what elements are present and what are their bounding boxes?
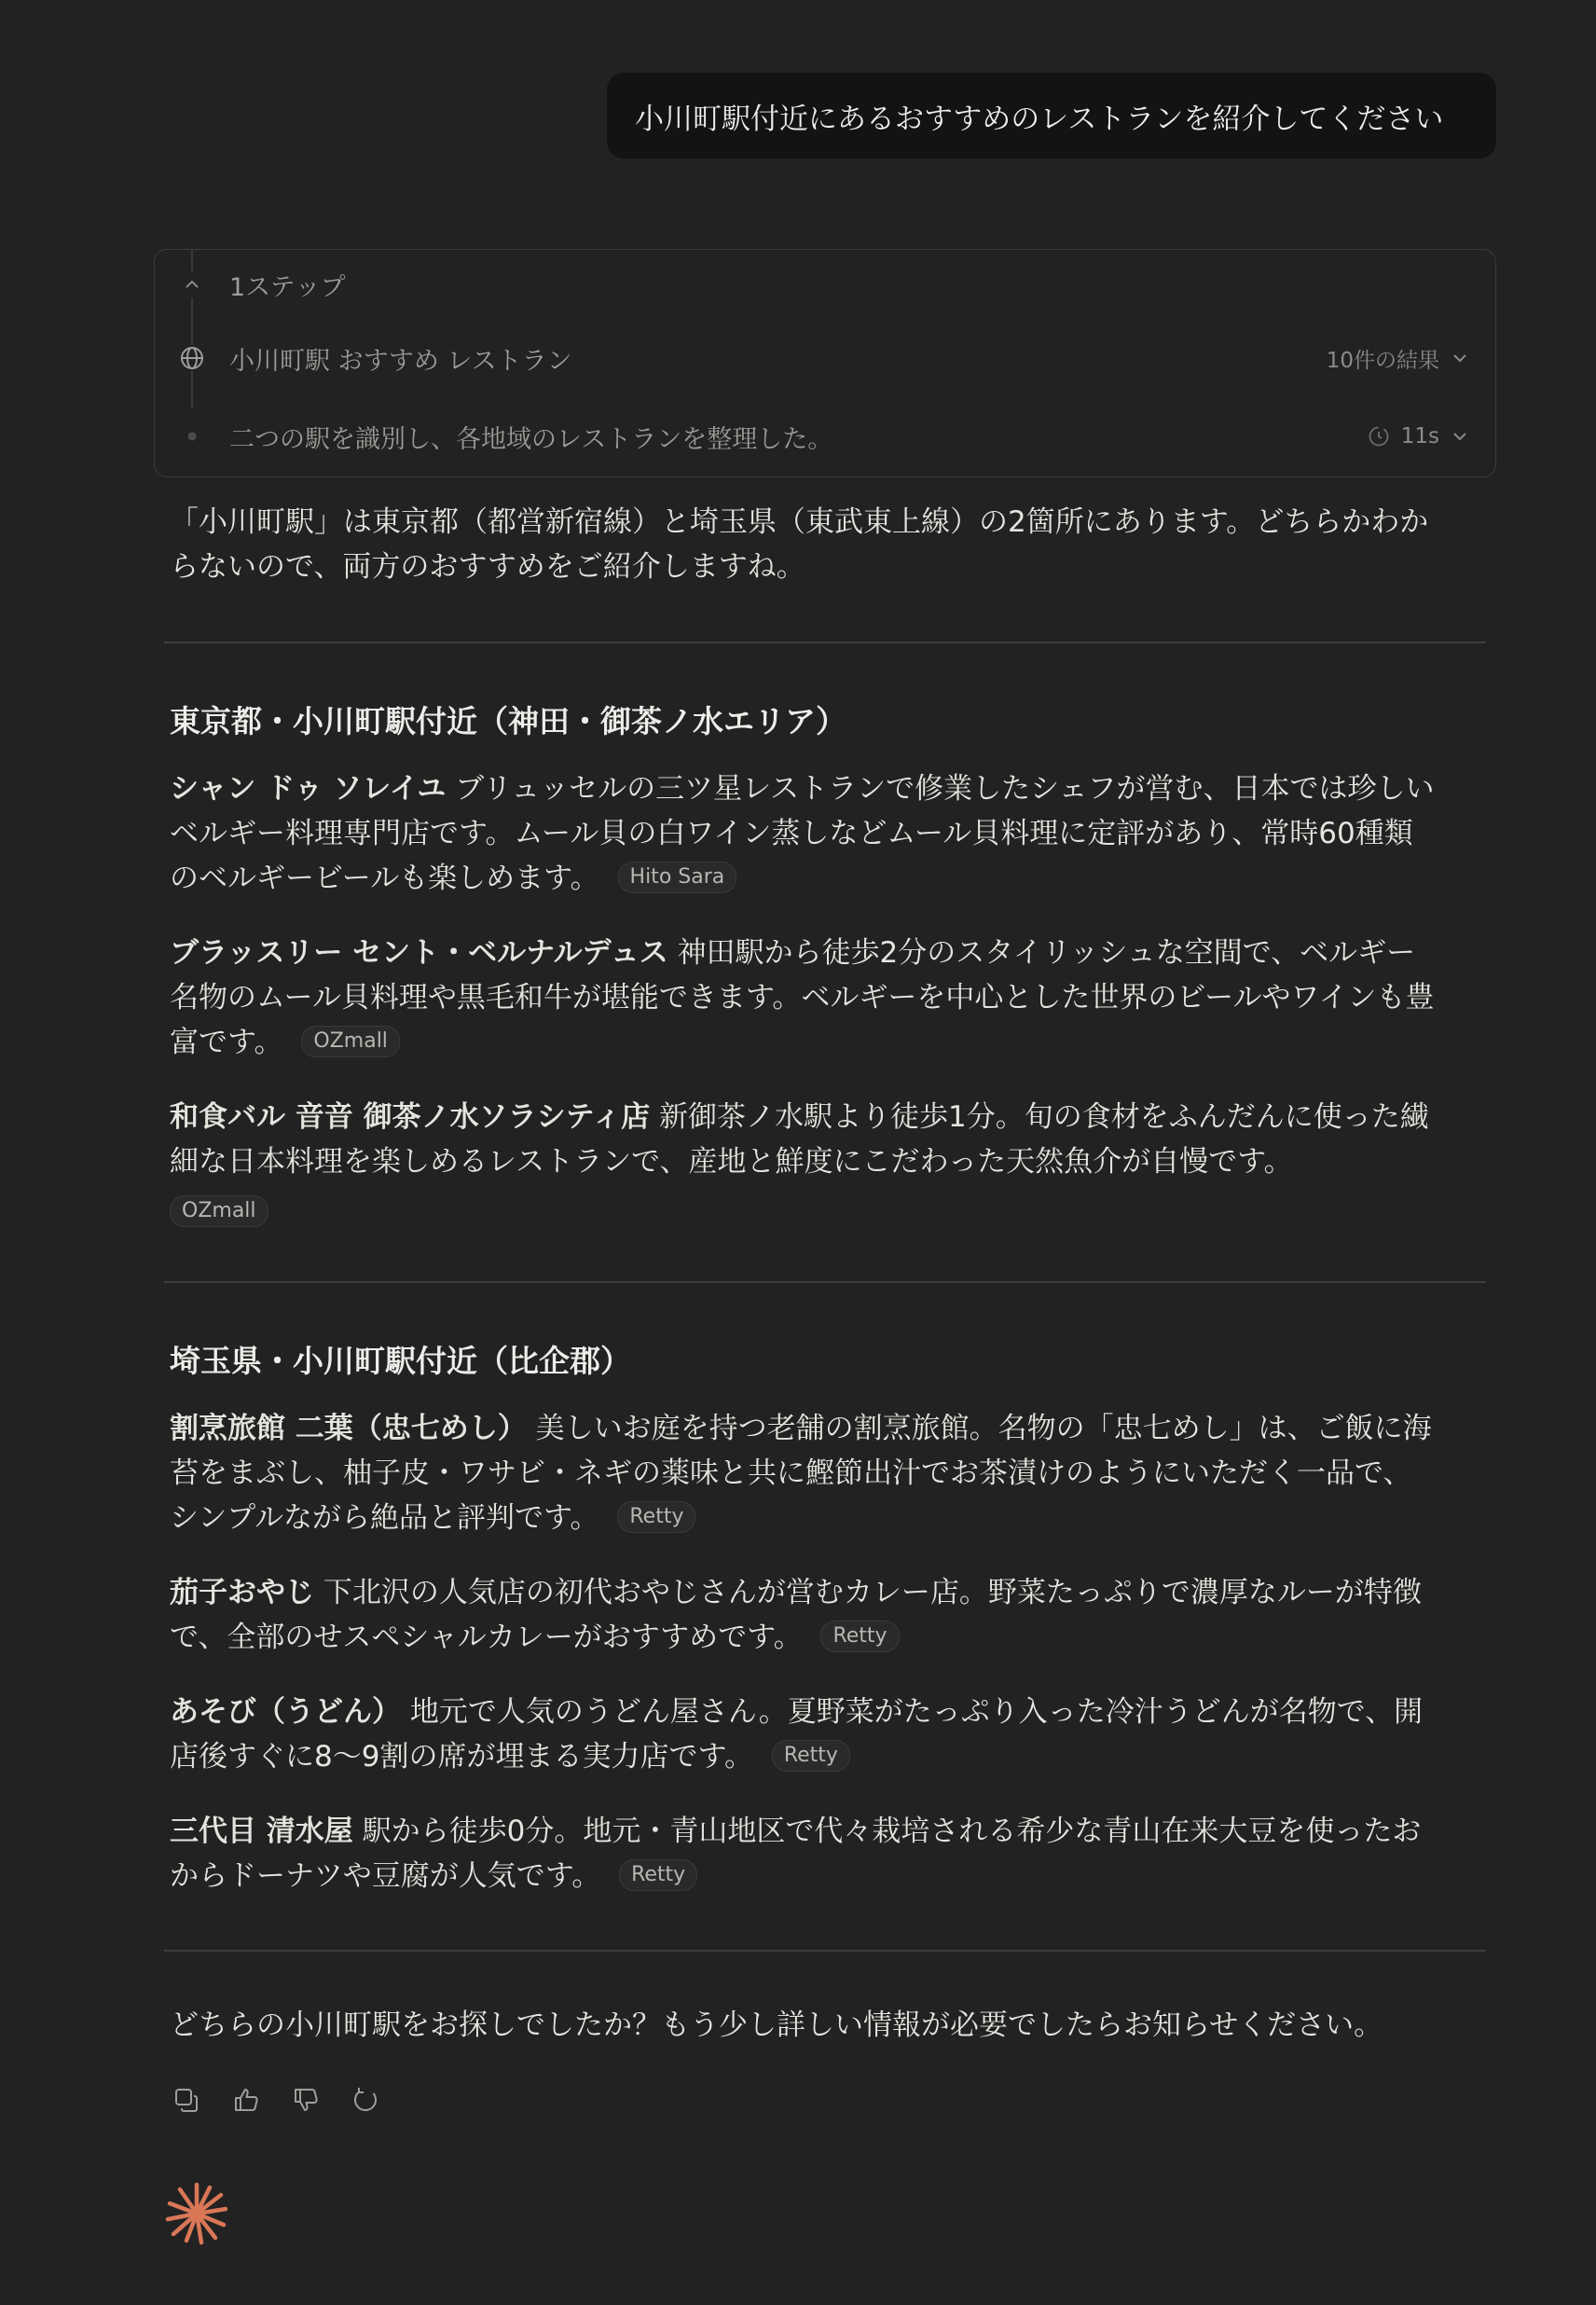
user-message-text: 小川町駅付近にあるおすすめのレストランを紹介してください <box>635 102 1444 136</box>
thinking-step[interactable] <box>155 418 1495 455</box>
thinking-duration: 11s <box>1400 424 1439 449</box>
restaurant-item <box>170 1570 1438 1660</box>
copy-button[interactable] <box>170 2083 203 2117</box>
thumbs-up-icon <box>231 2085 261 2115</box>
source-chip[interactable]: OZmall <box>301 1026 400 1057</box>
restaurant-item <box>170 1406 1438 1540</box>
user-message-bubble <box>607 73 1496 159</box>
retry-icon <box>351 2085 380 2115</box>
divider <box>164 1281 1486 1283</box>
restaurant-item <box>170 766 1438 901</box>
source-chip[interactable]: Retty <box>619 1859 697 1891</box>
section-heading-tokyo: 東京都・小川町駅付近（神田・御茶ノ水エリア） <box>170 703 846 739</box>
steps-panel <box>154 249 1496 477</box>
section-heading-saitama: 埼玉県・小川町駅付近（比企郡） <box>170 1343 631 1379</box>
restaurant-name: 割烹旅館 二葉（忠七めし） <box>170 1412 527 1445</box>
search-step[interactable] <box>155 339 1495 377</box>
divider <box>164 642 1486 643</box>
restaurant-name: 和食バル 音音 御茶ノ水ソラシティ店 <box>170 1100 651 1134</box>
restaurant-item <box>170 931 1438 1065</box>
restaurant-item <box>170 1690 1438 1779</box>
claude-spark-logo <box>164 2181 229 2246</box>
dot-icon <box>179 423 205 449</box>
thumbs-up-button[interactable] <box>229 2083 263 2117</box>
source-chip[interactable]: Retty <box>820 1621 899 1652</box>
thumbs-down-button[interactable] <box>289 2083 323 2117</box>
steps-header-label: 1ステップ <box>229 272 346 302</box>
retry-button[interactable] <box>349 2083 382 2117</box>
restaurant-description: 駅から徒歩0分。地元・青山地区で代々栽培される希少な青山在来大豆を使ったおからドーナツや豆腐が人気です。 <box>170 1815 1422 1893</box>
restaurant-description: 下北沢の人気店の初代おやじさんが営むカレー店。野菜たっぷりで濃厚なルーが特徴で、全部のせスペシャルカレーがおすすめです。 <box>170 1576 1422 1654</box>
chevron-up-icon[interactable] <box>179 271 205 297</box>
restaurant-item <box>170 1809 1438 1898</box>
restaurant-item <box>170 1095 1438 1235</box>
closing-paragraph: どちらの小川町駅をお探しでしたか？もう少し詳しい情報が必要でしたらお知らせください。 <box>170 2008 1383 2042</box>
source-chip[interactable]: Retty <box>617 1501 695 1533</box>
search-results-toggle[interactable] <box>1327 343 1469 374</box>
thumbs-down-icon <box>291 2085 321 2115</box>
chevron-down-icon <box>1451 427 1469 446</box>
intro-paragraph: 「小川町駅」は東京都（都営新宿線）と埼玉県（東武東上線）の2箇所にあります。どちらかわからないので、両方のおすすめをご紹介しますね。 <box>170 505 1429 584</box>
restaurant-description: 地元で人気のうどん屋さん。夏野菜がたっぷり入った冷汁うどんが名物で、開店後すぐに8〜9割の席が埋まる実力店です。 <box>170 1695 1424 1774</box>
search-query-text: 小川町駅 おすすめ レストラン <box>229 346 572 376</box>
steps-header[interactable] <box>155 266 1495 303</box>
thinking-summary: 二つの駅を識別し、各地域のレストランを整理した。 <box>229 424 833 454</box>
thinking-duration-toggle[interactable] <box>1368 424 1469 449</box>
message-actions <box>170 2083 382 2117</box>
globe-icon <box>179 345 205 371</box>
source-chip[interactable]: Hito Sara <box>618 862 737 893</box>
source-chip[interactable]: Retty <box>772 1740 850 1772</box>
restaurant-name: 三代目 清水屋 <box>170 1815 353 1848</box>
restaurant-description: 神田駅から徒歩2分のスタイリッシュな空間で、ベルギー名物のムール貝料理や黒毛和牛が堪能できます。ベルギーを中心とした世界のビールやワインも豊富です。 <box>170 936 1435 1059</box>
divider <box>164 1950 1486 1952</box>
restaurant-name: ブラッスリー セント・ベルナルデュス <box>170 936 668 970</box>
restaurant-name: シャン ドゥ ソレイユ <box>170 772 447 806</box>
restaurant-description: ブリュッセルの三ツ星レストランで修業したシェフが営む、日本では珍しいベルギー料理専門店です。ムール貝の白ワイン蒸しなどムール貝料理に定評があり、常時60種類のベルギービールも楽しめます。 <box>170 772 1435 895</box>
clock-icon <box>1368 425 1390 448</box>
restaurant-name: あそび（うどん） <box>170 1695 401 1729</box>
restaurant-name: 茄子おやじ <box>170 1576 314 1609</box>
copy-icon <box>172 2085 201 2115</box>
restaurant-description: 美しいお庭を持つ老舗の割烹旅館。名物の「忠七めし」は、ご飯に海苔をまぶし、柚子皮・ワサビ・ネギの薬味と共に鰹節出汁でお茶漬けのようにいただく一品で、シンプルながら絶品と評判です。 <box>170 1412 1432 1535</box>
chevron-down-icon <box>1451 349 1469 367</box>
source-chip[interactable]: OZmall <box>170 1195 268 1227</box>
search-results-count: 10件の結果 <box>1326 348 1439 373</box>
restaurant-description: 新御茶ノ水駅より徒歩1分。旬の食材をふんだんに使った繊細な日本料理を楽しめるレストランで、産地と鮮度にこだわった天然魚介が自慢です。 <box>170 1100 1429 1179</box>
